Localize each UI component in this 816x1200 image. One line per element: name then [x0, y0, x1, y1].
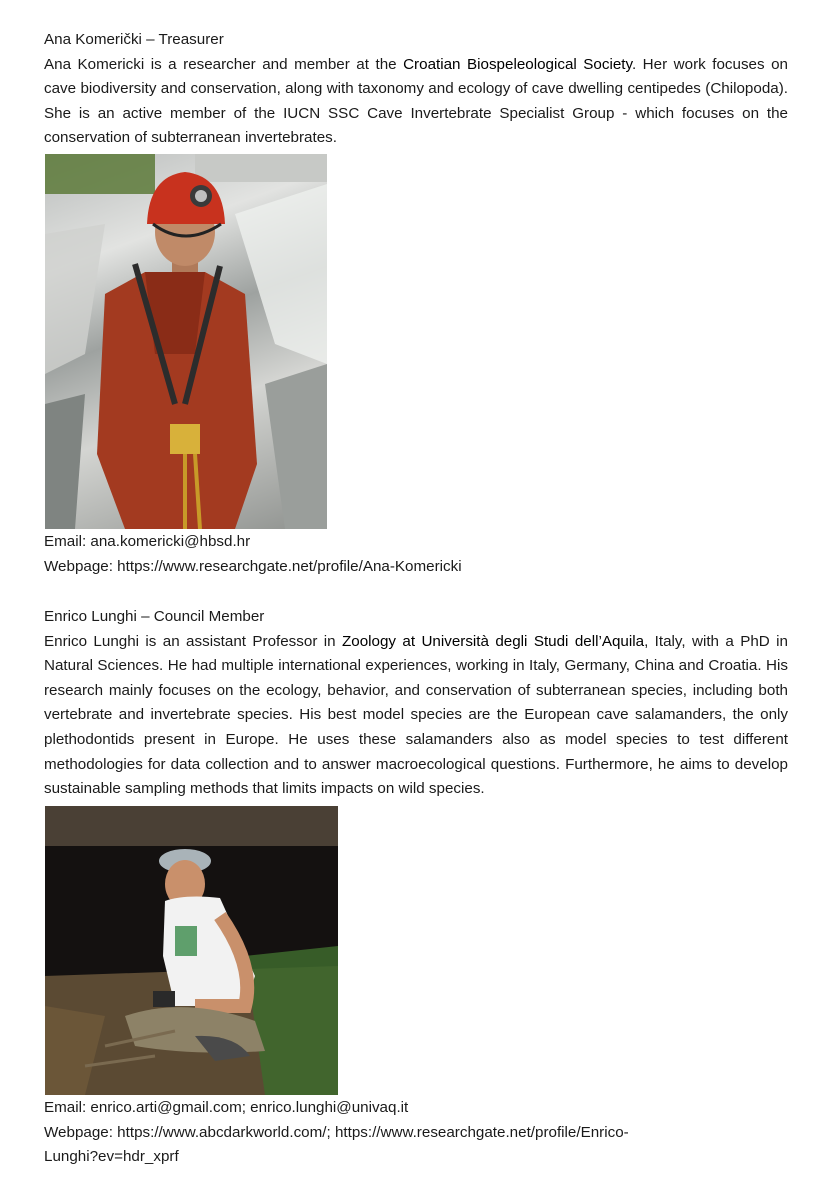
caver-photo-illustration — [45, 154, 327, 529]
email-line[interactable]: Email: ana.komericki@hbsd.hr — [44, 533, 251, 550]
contact-enrico-lunghi — [44, 1096, 788, 1170]
person-heading: Ana Komerički – Treasurer — [44, 31, 224, 48]
webpage-text-continued[interactable]: Lunghi?ev=hdr_xprf — [44, 1148, 179, 1166]
contact-ana-komericki — [44, 530, 788, 579]
bio-text: . Her work focuses on cave biodiversity and conservation, along with taxonomy and ecology of cave dwelling centipedes (Chilopoda). She is an active member of the IUCN SSC Cave Invertebrate Specialist Group - which focuses on the conservation of subterranean invertebrates. — [44, 55, 788, 147]
bio-text: Ana Komericki is a researcher and member at the — [44, 55, 404, 73]
profile-ana-komericki — [44, 28, 788, 151]
email-line[interactable]: Email: enrico.arti@gmail.com; enrico.lunghi@univaq.it — [44, 1099, 409, 1116]
webpage-text[interactable]: Webpage: https://www.abcdarkworld.com/; https://www.researchgate.net/profile/Enrico- — [44, 1123, 629, 1141]
person-bio — [44, 53, 788, 151]
person-bio — [44, 630, 788, 802]
bio-text: , Italy, with a PhD in Natural Sciences. He had multiple international experiences, working in Italy, Germany, China and Croatia. His research mainly focuses on the ecology, behavior, and conservation of subterranean species, including both vertebrate and invertebrate species. His best model species are the European cave salamanders, the only plethodontids present in Europe. He uses these salamanders also as model species to test different methodologies for data collection and to answer macroecological questions. Furthermore, he aims to develop sustainable sampling methods that limits impacts on wild species. — [44, 632, 788, 798]
organization-name: Croatian Biospeleological Society — [403, 55, 632, 73]
webpage-line[interactable]: Webpage: https://www.researchgate.net/profile/Ana-Komericki — [44, 557, 462, 575]
organization-name: Zoology at Università degli Studi dell’Aquila — [341, 632, 645, 650]
profile-enrico-lunghi — [44, 605, 788, 802]
cave-entrance-photo-illustration — [45, 806, 338, 1095]
webpage-line[interactable] — [44, 1121, 788, 1170]
person-heading: Enrico Lunghi – Council Member — [44, 608, 265, 625]
photo-ana-komericki — [45, 154, 327, 529]
bio-text: Enrico Lunghi is an assistant Professor in — [44, 632, 342, 650]
photo-enrico-lunghi — [45, 806, 338, 1095]
